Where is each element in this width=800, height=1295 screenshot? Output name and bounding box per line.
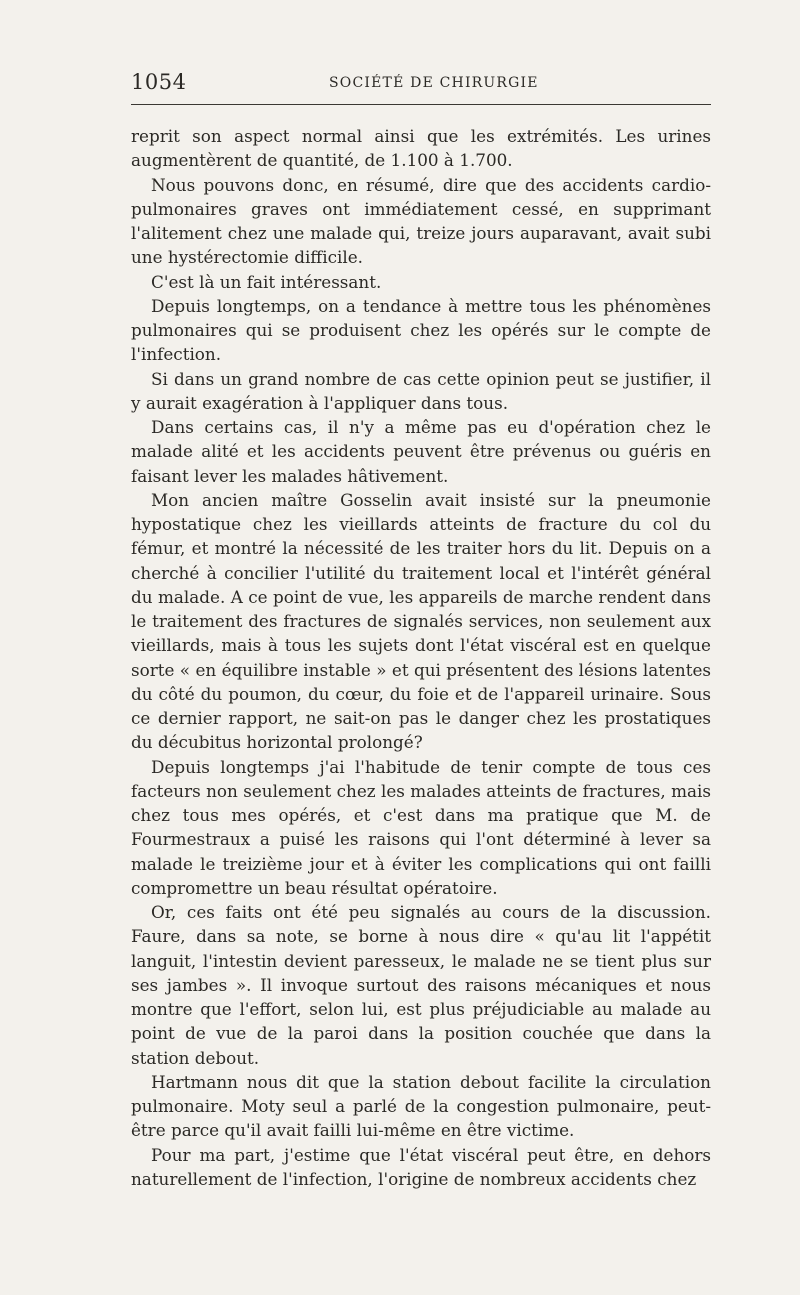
paragraph: C'est là un fait intéressant.	[151, 271, 382, 292]
paragraph: Depuis longtemps, on a tendance à mettre tous les phénomènes pulmonaires qui se produisent chez les opérés sur le compte de l'infection.	[131, 295, 711, 365]
paragraph: Mon ancien maître Gosselin avait insisté sur la pneumonie hypostatique chez les vieillards atteints de fracture du col du fémur, et montré la nécessité de les traiter hors du lit. Depuis on a cherché à concilier l'utilité du traitement local et l'intérêt général du malade. A ce point de vue, les appareils de marche rendent dans le traitement des fractures de signalés services, non seulement aux vieillards, mais à tous les sujets dont l'état viscéral est en quelque sorte « en équilibre instable » et qui présentent des lésions latentes du côté du poumon, du cœur, du foie et de l'appareil urinaire. Sous ce dernier rapport, ne sait-on pas le danger chez les prostatiques du décubitus horizontal prolongé?	[131, 489, 711, 753]
paragraph: Dans certains cas, il n'y a même pas eu d'opération chez le malade alité et les accidents peuvent être prévenus ou guéris en faisant lever les malades hâtivement.	[131, 417, 711, 486]
running-head: SOCIÉTÉ DE CHIRURGIE	[329, 75, 539, 91]
paragraph: Pour ma part, j'estime que l'état viscéral peut être, en dehors naturellement de l'infection, l'origine de nombreux accidents chez	[131, 1144, 711, 1189]
body-text	[131, 124, 711, 1191]
header-rule	[131, 104, 711, 105]
paragraph: Hartmann nous dit que la station debout facilite la circulation pulmonaire. Moty seul a parlé de la congestion pulmonaire, peut-être parce qu'il avait failli lui-même en être victime.	[131, 1071, 711, 1141]
paragraph: Si dans un grand nombre de cas cette opinion peut se justifier, il y aurait exagération à l'appliquer dans tous.	[131, 368, 711, 413]
page-header	[131, 66, 711, 102]
paragraph: reprit son aspect normal ainsi que les extrémités. Les urines augmentèrent de quantité, de 1.100 à 1.700.	[131, 126, 711, 171]
paragraph: Nous pouvons donc, en résumé, dire que des accidents cardio-pulmonaires graves ont immédiatement cessé, en supprimant l'alitement chez une malade qui, treize jours auparavant, avait subi une hystérectomie difficile.	[131, 174, 711, 268]
paragraph: Depuis longtemps j'ai l'habitude de tenir compte de tous ces facteurs non seulement chez les malades atteints de fractures, mais chez tous mes opérés, et c'est dans ma pratique que M. de Fourmestraux a puisé les raisons qui l'ont déterminé à lever sa malade le treizième jour et à éviter les complications qui ont failli compromettre un beau résultat opératoire.	[131, 756, 711, 898]
paragraph: Or, ces faits ont été peu signalés au cours de la discussion. Faure, dans sa note, se borne à nous dire « qu'au lit l'appétit languit, l'intestin devient paresseux, le malade ne se tient plus sur ses jambes ». Il invoque surtout des raisons mécaniques et nous montre que l'effort, selon lui, est plus préjudiciable au malade au point de vue de la paroi dans la position couchée que dans la station debout.	[131, 902, 711, 1068]
page-number: 1054	[131, 70, 187, 94]
